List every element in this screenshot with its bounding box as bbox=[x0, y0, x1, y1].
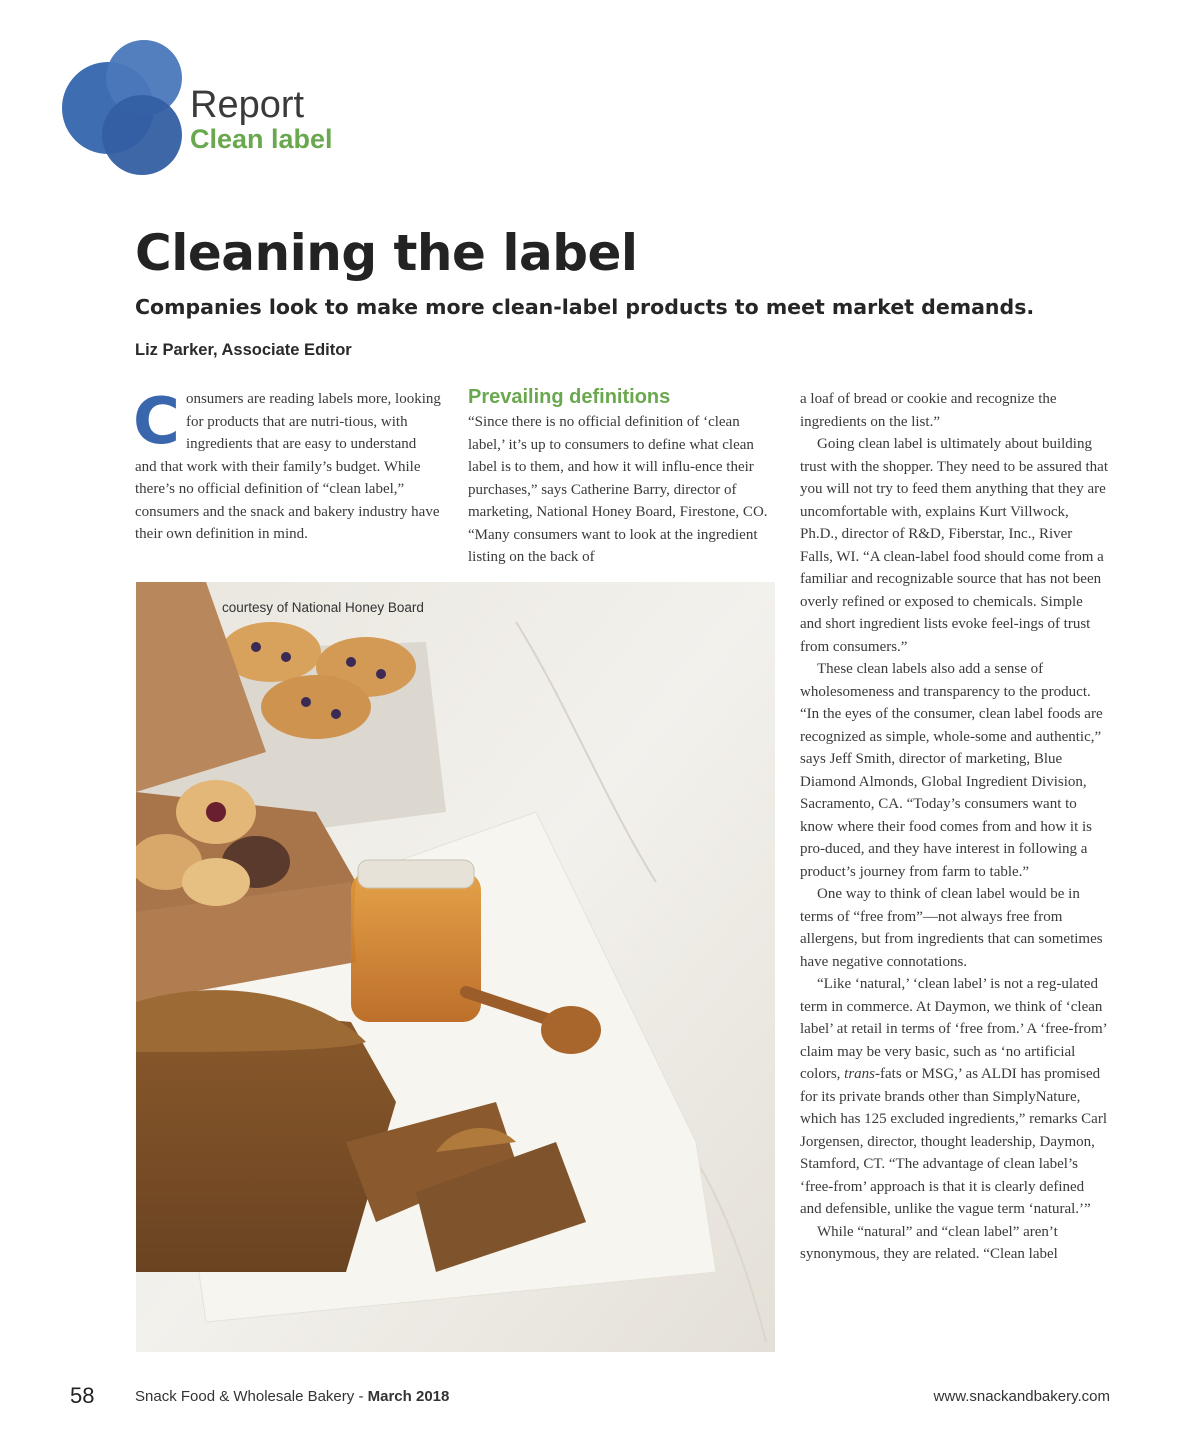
body-column-3 bbox=[800, 388, 1108, 1266]
page-number: 58 bbox=[70, 1383, 95, 1408]
subhead-prevailing-definitions: Prevailing definitions bbox=[468, 386, 671, 408]
body-column-2 bbox=[468, 385, 778, 569]
drop-cap: C bbox=[133, 385, 180, 459]
paragraph: These clean labels also add a sense of wholesomeness and transparency to the product. “In the eyes of the consumer, clean label foods are recognized as simple, whole-some and authentic,” says Jeff Smith, director of marketing, Blue Diamond Almonds, Global Ingredient Division, Sacramento, CA. “Today’s consumers want to know where their food comes from and how it is pro-duced, and they have interest in following a product’s journey from farm to table.” bbox=[800, 661, 1103, 880]
bakery-photo bbox=[136, 582, 775, 1352]
publication-line bbox=[135, 1388, 449, 1405]
paragraph: One way to think of clean label would be in terms of “free from”—not always free from allergens, but from ingredients that can sometimes have negative connotations. bbox=[800, 886, 1103, 970]
section-logo bbox=[60, 40, 190, 175]
intro-paragraph bbox=[133, 385, 441, 546]
paragraph: Going clean label is ultimately about building trust with the shopper. They need to be assured that you will not try to feed them anything that they are uncomfortable with, explains Kurt Villwock, Ph.D., director of R&D, Fiberstar, Inc., River Falls, WI. “A clean-label food should come from a familiar and recognizable source that has not been overly refined or exposed to chemicals. Simple and short ingredient lists evoke feel-ings of trust from consumers.” bbox=[800, 436, 1108, 655]
section-label: Report bbox=[190, 84, 305, 126]
paragraph-text: -fats or MSG,’ as ALDI has promised for its private brands other than SimplyNature, which has 125 excluded ingredients,” remarks Carl Jorgensen, director, thought leadership, Daymon, Stamford, CT. “The advantage of clean label’s ‘free-from’ approach is that it is clearly defined and defensible, unlike the vague term ‘natural.’” bbox=[800, 1066, 1107, 1217]
photo-credit: courtesy of National Honey Board bbox=[222, 600, 424, 615]
article-deck: Companies look to make more clean-label products to meet market demands. bbox=[135, 295, 1035, 319]
publication-name: Snack Food & Wholesale Bakery bbox=[135, 1388, 355, 1405]
logo-circle-bottom bbox=[102, 95, 182, 175]
paragraph: “Since there is no official definition of ‘clean label,’ it’s up to consumers to define what clean label is to them, and how it will influ-ence their purchases,” says Catherine Barry, director of marketing, National Honey Board, Firestone, CO. “Many consumers want to look at the ingredient listing on the back of bbox=[468, 414, 768, 565]
bakery-illustration bbox=[136, 582, 775, 1352]
article-byline: Liz Parker, Associate Editor bbox=[135, 341, 352, 359]
emphasis-trans: trans bbox=[844, 1066, 876, 1082]
article-headline: Cleaning the label bbox=[135, 224, 638, 282]
paragraph-text: “Like ‘natural,’ ‘clean label’ is not a reg-ulated term in commerce. At Daymon, we think of ‘clean label’ at retail in terms of ‘free from.’ A ‘free-from’ claim may be very basic, such as ‘no artificial colors, bbox=[800, 976, 1107, 1082]
paragraph bbox=[800, 973, 1108, 1221]
website-url: www.snackandbakery.com bbox=[933, 1388, 1110, 1405]
issue-separator: - bbox=[354, 1388, 368, 1405]
section-topic: Clean label bbox=[190, 124, 333, 154]
issue-date: March 2018 bbox=[367, 1388, 450, 1405]
paragraph: a loaf of bread or cookie and recognize the ingredients on the list.” bbox=[800, 391, 1057, 430]
paragraph: While “natural” and “clean label” aren’t synonymous, they are related. “Clean label bbox=[800, 1223, 1058, 1262]
intro-text: onsumers are reading labels more, looking for products that are nutri-tious, with ingredients that are easy to understand and that work with their family’s budget. While there’s no official definition of “clean label,” consumers and the snack and bakery industry have their own definition in mind. bbox=[135, 391, 441, 542]
body-column-1 bbox=[133, 385, 441, 546]
